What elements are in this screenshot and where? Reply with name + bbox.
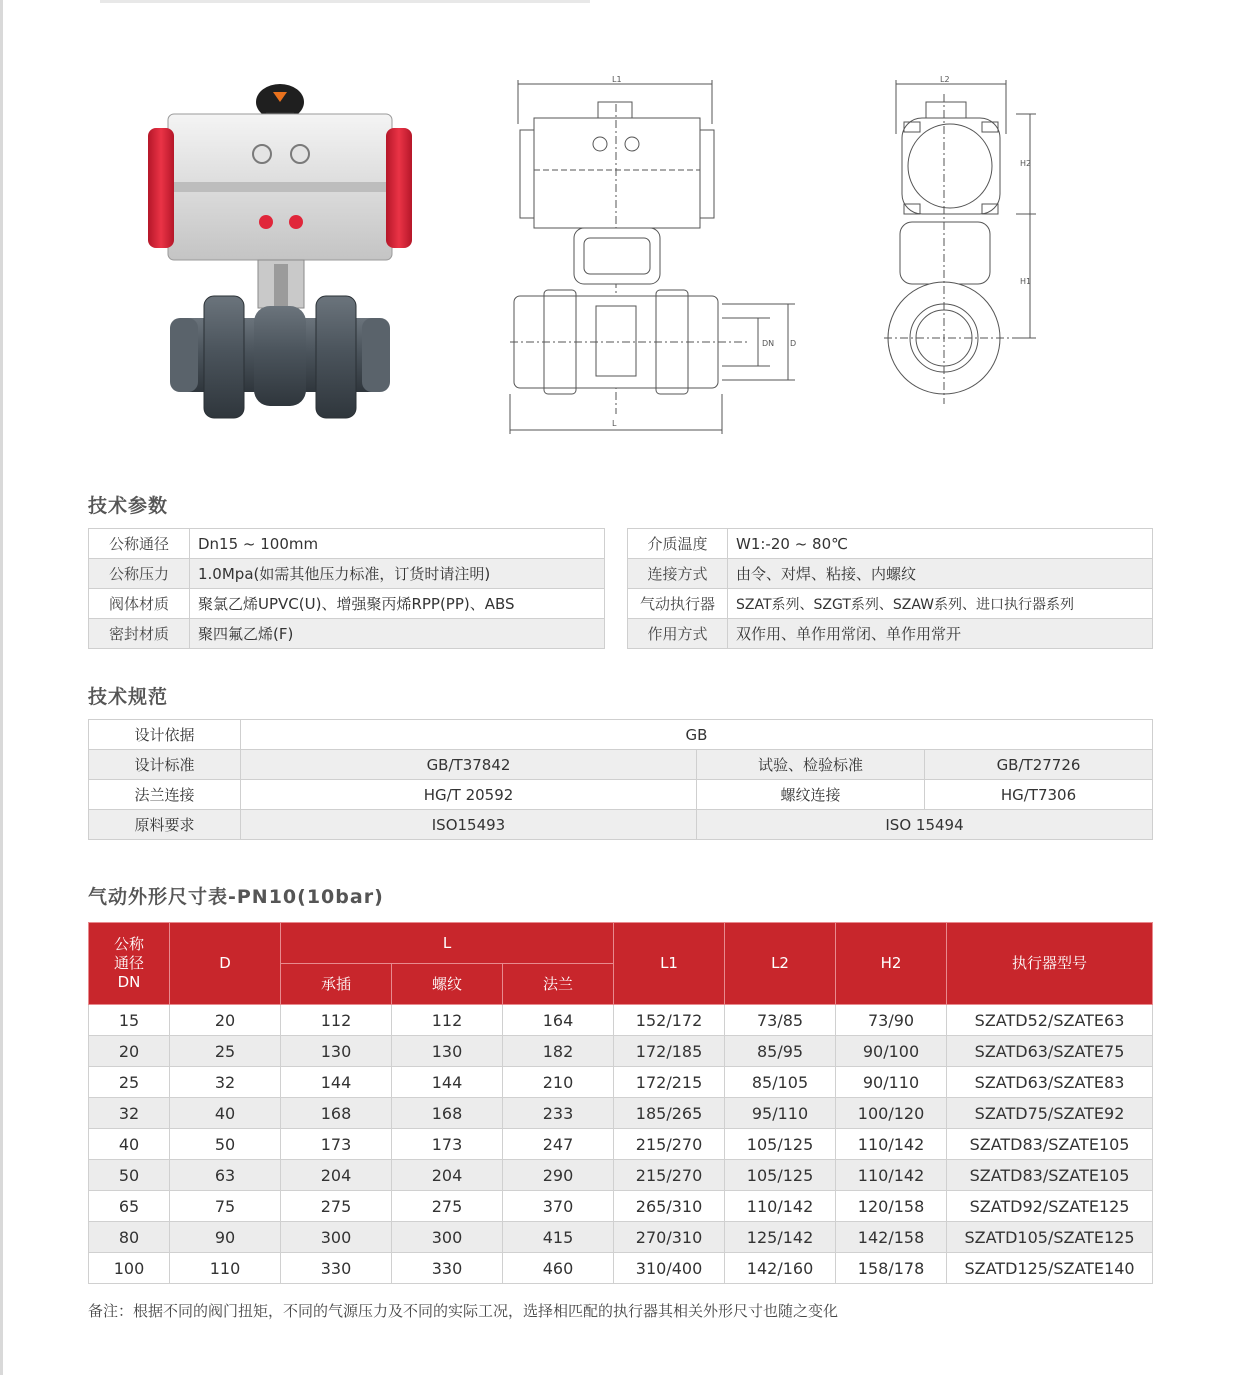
cell-l1: 265/310	[614, 1191, 725, 1222]
param-value: SZAT系列、SZGT系列、SZAW系列、进口执行器系列	[728, 589, 1153, 619]
dim-label-h2: H2	[1020, 159, 1032, 168]
param-value: 1.0Mpa(如需其他压力标准，订货时请注明)	[190, 559, 605, 589]
cell-l2: 73/85	[725, 1005, 836, 1036]
cell-d: 25	[170, 1036, 281, 1067]
product-photo	[140, 78, 420, 428]
cell-actuator-model: SZATD125/SZATE140	[947, 1253, 1153, 1284]
cell-actuator-model: SZATD83/SZATE105	[947, 1160, 1153, 1191]
cell-dn: 100	[89, 1253, 170, 1284]
param-value: W1:-20 ~ 80℃	[728, 529, 1153, 559]
table-row	[89, 529, 605, 559]
param-label: 阀体材质	[89, 589, 190, 619]
spec-value: ISO 15494	[697, 810, 1153, 840]
table-row	[89, 619, 605, 649]
table-row	[89, 780, 1153, 810]
specs-table	[88, 719, 1153, 840]
cell-actuator-model: SZATD92/SZATE125	[947, 1191, 1153, 1222]
section-title-tech-params: 技术参数	[88, 495, 169, 517]
col-header-dn-line1: 公称	[113, 935, 144, 953]
cell-l-socket: 130	[281, 1036, 392, 1067]
cell-l2: 125/142	[725, 1222, 836, 1253]
cell-l-socket: 275	[281, 1191, 392, 1222]
cell-l-flange: 182	[503, 1036, 614, 1067]
cell-l-flange: 460	[503, 1253, 614, 1284]
param-label: 公称通径	[89, 529, 190, 559]
top-rule	[100, 0, 590, 3]
spec-value: GB/T37842	[241, 750, 697, 780]
params-table-left	[88, 528, 605, 649]
col-header-l1: L1	[614, 923, 725, 1005]
col-header-l2: L2	[725, 923, 836, 1005]
table-row	[89, 559, 605, 589]
table-row	[628, 559, 1153, 589]
cell-dn: 15	[89, 1005, 170, 1036]
cell-h2: 120/158	[836, 1191, 947, 1222]
col-header-dn-line2: 通径	[113, 954, 144, 972]
front-view-drawing	[500, 74, 810, 438]
cell-l2: 110/142	[725, 1191, 836, 1222]
cell-l-socket: 112	[281, 1005, 392, 1036]
col-header-thread: 螺纹	[392, 964, 503, 1005]
col-header-h2: H2	[836, 923, 947, 1005]
cell-l-thread: 144	[392, 1067, 503, 1098]
cell-actuator-model: SZATD75/SZATE92	[947, 1098, 1153, 1129]
cell-dn: 25	[89, 1067, 170, 1098]
cell-l-flange: 415	[503, 1222, 614, 1253]
cell-h2: 158/178	[836, 1253, 947, 1284]
cell-l1: 172/185	[614, 1036, 725, 1067]
cell-l2: 105/125	[725, 1129, 836, 1160]
cell-l-socket: 173	[281, 1129, 392, 1160]
cell-l-thread: 330	[392, 1253, 503, 1284]
table-row	[89, 1098, 1153, 1129]
cell-actuator-model: SZATD105/SZATE125	[947, 1222, 1153, 1253]
cell-dn: 65	[89, 1191, 170, 1222]
param-label: 公称压力	[89, 559, 190, 589]
spec-value: GB	[241, 720, 1153, 750]
cell-h2: 73/90	[836, 1005, 947, 1036]
table-row	[628, 529, 1153, 559]
cell-d: 50	[170, 1129, 281, 1160]
cell-l-socket: 204	[281, 1160, 392, 1191]
col-header-d: D	[170, 923, 281, 1005]
spec-label: 设计标准	[89, 750, 241, 780]
cell-l1: 270/310	[614, 1222, 725, 1253]
spec-label: 试验、检验标准	[697, 750, 925, 780]
table-row	[89, 1191, 1153, 1222]
cell-l-socket: 144	[281, 1067, 392, 1098]
spec-value: GB/T27726	[925, 750, 1153, 780]
cell-l2: 85/95	[725, 1036, 836, 1067]
header-row	[89, 923, 1153, 964]
cell-dn: 20	[89, 1036, 170, 1067]
cell-d: 20	[170, 1005, 281, 1036]
cell-l-socket: 168	[281, 1098, 392, 1129]
cell-actuator-model: SZATD63/SZATE83	[947, 1067, 1153, 1098]
cell-dn: 50	[89, 1160, 170, 1191]
param-label: 作用方式	[628, 619, 728, 649]
param-label: 密封材质	[89, 619, 190, 649]
dim-label-l1: L1	[612, 75, 622, 84]
dim-label-h1: H1	[1020, 277, 1032, 286]
param-label: 连接方式	[628, 559, 728, 589]
col-header-actuator: 执行器型号	[947, 923, 1153, 1005]
cell-l1: 310/400	[614, 1253, 725, 1284]
cell-actuator-model: SZATD83/SZATE105	[947, 1129, 1153, 1160]
table-row	[89, 589, 605, 619]
table-row	[89, 1253, 1153, 1284]
param-label: 介质温度	[628, 529, 728, 559]
page-edge	[0, 0, 3, 1375]
param-value: 聚氯乙烯UPVC(U)、增强聚丙烯RPP(PP)、ABS	[190, 589, 605, 619]
section-title-tech-specs: 技术规范	[88, 686, 169, 708]
cell-l1: 215/270	[614, 1129, 725, 1160]
spec-label: 法兰连接	[89, 780, 241, 810]
param-label: 气动执行器	[628, 589, 728, 619]
spec-value: HG/T 20592	[241, 780, 697, 810]
cell-l-thread: 275	[392, 1191, 503, 1222]
union-nut-right	[316, 296, 356, 418]
cell-l-socket: 300	[281, 1222, 392, 1253]
param-value: 聚四氟乙烯(F)	[190, 619, 605, 649]
cell-d: 32	[170, 1067, 281, 1098]
cell-actuator-model: SZATD63/SZATE75	[947, 1036, 1153, 1067]
cell-l-flange: 164	[503, 1005, 614, 1036]
cell-l-thread: 300	[392, 1222, 503, 1253]
spec-label: 设计依据	[89, 720, 241, 750]
cell-h2: 142/158	[836, 1222, 947, 1253]
cell-d: 110	[170, 1253, 281, 1284]
table-row	[89, 1036, 1153, 1067]
col-header-dn-line3: DN	[117, 973, 141, 991]
cell-l-thread: 112	[392, 1005, 503, 1036]
cell-h2: 100/120	[836, 1098, 947, 1129]
footnote: 备注：根据不同的阀门扭矩，不同的气源压力及不同的实际工况，选择相匹配的执行器其相关外形尺寸也随之变化	[88, 1302, 839, 1320]
cell-l-flange: 210	[503, 1067, 614, 1098]
cell-l-socket: 330	[281, 1253, 392, 1284]
spec-label: 螺纹连接	[697, 780, 925, 810]
dim-label-l: L	[612, 419, 617, 428]
cell-d: 90	[170, 1222, 281, 1253]
side-view-drawing	[880, 74, 1040, 414]
cell-h2: 110/142	[836, 1129, 947, 1160]
cell-actuator-model: SZATD52/SZATE63	[947, 1005, 1153, 1036]
cell-l-thread: 168	[392, 1098, 503, 1129]
col-header-l: L	[281, 923, 614, 964]
cell-l1: 152/172	[614, 1005, 725, 1036]
cell-h2: 90/110	[836, 1067, 947, 1098]
table-row	[89, 1160, 1153, 1191]
actuator-end-cap-left	[148, 128, 174, 248]
cell-l-flange: 233	[503, 1098, 614, 1129]
params-table-right	[627, 528, 1153, 649]
table-row	[89, 810, 1153, 840]
col-header-socket: 承插	[281, 964, 392, 1005]
col-header-flange: 法兰	[503, 964, 614, 1005]
actuator-end-cap-right	[386, 128, 412, 248]
cell-l-thread: 130	[392, 1036, 503, 1067]
param-value: 双作用、单作用常闭、单作用常开	[728, 619, 1153, 649]
cell-l2: 105/125	[725, 1160, 836, 1191]
table-row	[89, 720, 1153, 750]
cell-l-thread: 173	[392, 1129, 503, 1160]
cell-l-flange: 290	[503, 1160, 614, 1191]
dim-label-l2: L2	[940, 75, 950, 84]
spec-value: HG/T7306	[925, 780, 1153, 810]
cell-d: 75	[170, 1191, 281, 1222]
table-row	[628, 619, 1153, 649]
union-nut-left	[204, 296, 244, 418]
cell-l2: 142/160	[725, 1253, 836, 1284]
param-value: Dn15 ~ 100mm	[190, 529, 605, 559]
col-header-dn	[89, 923, 170, 1005]
cell-dn: 32	[89, 1098, 170, 1129]
table-row	[89, 1129, 1153, 1160]
table-row	[89, 1005, 1153, 1036]
section-title-dimensions: 气动外形尺寸表-PN10(10bar)	[88, 886, 384, 908]
dimensions-table	[88, 922, 1153, 1284]
cell-l1: 215/270	[614, 1160, 725, 1191]
cell-d: 63	[170, 1160, 281, 1191]
cell-l-thread: 204	[392, 1160, 503, 1191]
cell-h2: 110/142	[836, 1160, 947, 1191]
cell-l-flange: 370	[503, 1191, 614, 1222]
dim-label-d: D	[790, 339, 797, 348]
table-row	[628, 589, 1153, 619]
cell-l1: 172/215	[614, 1067, 725, 1098]
cell-d: 40	[170, 1098, 281, 1129]
cell-dn: 80	[89, 1222, 170, 1253]
cell-h2: 90/100	[836, 1036, 947, 1067]
cell-dn: 40	[89, 1129, 170, 1160]
spec-value: ISO15493	[241, 810, 697, 840]
table-row	[89, 1067, 1153, 1098]
table-row	[89, 750, 1153, 780]
spec-label: 原料要求	[89, 810, 241, 840]
cell-l1: 185/265	[614, 1098, 725, 1129]
cell-l-flange: 247	[503, 1129, 614, 1160]
cell-l2: 95/110	[725, 1098, 836, 1129]
dim-label-dn: DN	[762, 339, 775, 348]
cell-l2: 85/105	[725, 1067, 836, 1098]
param-value: 由令、对焊、粘接、内螺纹	[728, 559, 1153, 589]
table-row	[89, 1222, 1153, 1253]
